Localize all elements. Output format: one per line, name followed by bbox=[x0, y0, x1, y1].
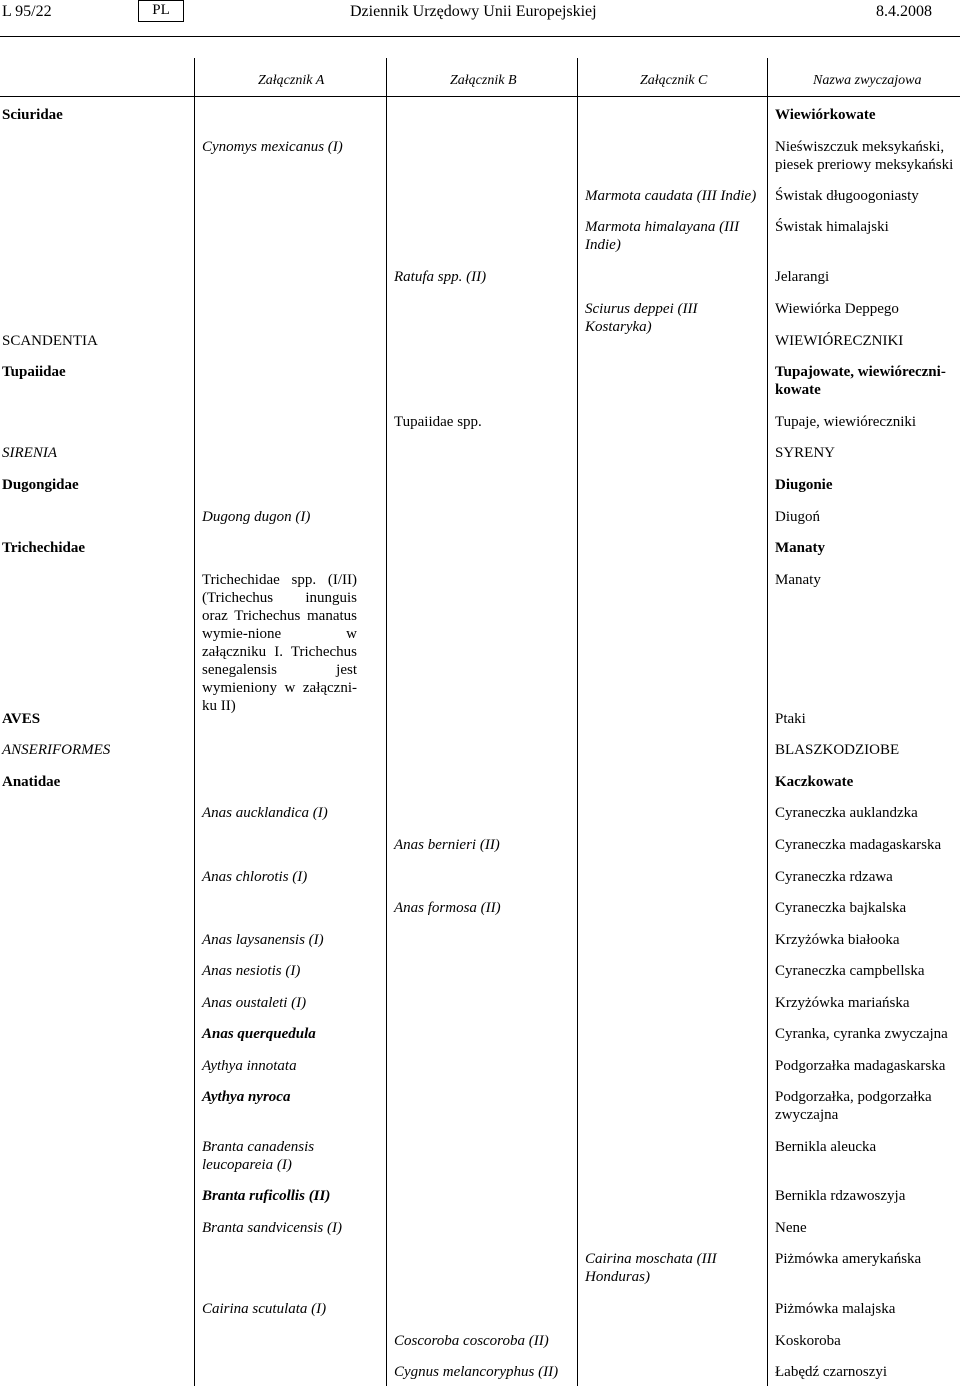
header-rule bbox=[0, 36, 960, 37]
common-name-cell: Manaty bbox=[775, 572, 821, 588]
common-name-cell: BLASZKODZIOBE bbox=[775, 742, 900, 758]
common-name-cell: Cyraneczka campbellska bbox=[775, 963, 925, 979]
annex-a-cell: Anas chlorotis (I) bbox=[202, 869, 308, 885]
common-name-cell: Diugoń bbox=[775, 509, 820, 525]
language-code-box: PL bbox=[138, 0, 184, 22]
annex-a-cell: Aythya innotata bbox=[202, 1058, 297, 1074]
annex-c-cell: Marmota caudata (III Indie) bbox=[585, 188, 757, 204]
taxon-cell: ANSERIFORMES bbox=[2, 742, 111, 758]
annex-a-cell: Anas laysanensis (I) bbox=[202, 932, 324, 948]
annex-a-cell: Cairina scutulata (I) bbox=[202, 1301, 327, 1317]
annex-c-cell: Marmota himalayana (III Indie) bbox=[585, 219, 740, 253]
common-name-cell: Łabędź czarnoszyi bbox=[775, 1364, 888, 1380]
annex-a-cell: Anas nesiotis (I) bbox=[202, 963, 301, 979]
column-divider-1 bbox=[194, 58, 195, 1386]
common-name-cell: Manaty bbox=[775, 540, 825, 556]
common-name-cell: Nene bbox=[775, 1220, 807, 1236]
taxon-cell: Sciuridae bbox=[2, 107, 63, 123]
annex-a-cell: Branta canadensis leucopareia (I) bbox=[202, 1139, 315, 1173]
common-name-cell: Cyraneczka auklandzka bbox=[775, 805, 918, 821]
annex-b-cell: Anas bernieri (II) bbox=[394, 837, 500, 853]
common-name-cell: Piżmówka amerykańska bbox=[775, 1251, 922, 1267]
common-name-cell: Cyraneczka rdzawa bbox=[775, 869, 893, 885]
journal-title: Dziennik Urzędowy Unii Europejskiej bbox=[350, 3, 597, 20]
taxon-cell: Tupaiidae bbox=[2, 364, 66, 380]
table-header-rule bbox=[0, 96, 960, 97]
common-name-cell: Cyranka, cyranka zwyczajna bbox=[775, 1026, 948, 1042]
common-name-cell: Świstak długoogoniasty bbox=[775, 188, 919, 204]
common-name-cell: Cyraneczka madagaskarska bbox=[775, 837, 942, 853]
annex-a-cell: Anas oustaleti (I) bbox=[202, 995, 307, 1011]
common-name-cell: Diugonie bbox=[775, 477, 833, 493]
annex-a-cell: Anas querquedula bbox=[202, 1026, 316, 1042]
common-name-cell: Cyraneczka bajkalska bbox=[775, 900, 907, 916]
annex-c-cell: Sciurus deppei (III Kostaryka) bbox=[585, 301, 698, 335]
common-name-cell: WIEWIÓRECZNIKI bbox=[775, 333, 904, 349]
annex-a-cell: Dugong dugon (I) bbox=[202, 509, 311, 525]
common-name-cell: Piżmówka malajska bbox=[775, 1301, 896, 1317]
column-divider-3 bbox=[577, 58, 578, 1386]
common-name-cell: Krzyżówka białooka bbox=[775, 932, 900, 948]
annex-a-cell: Trichechidae spp. (I/II) (Trichechus inunguis oraz Trichechus manatus wymie-nione w załączniku I. Trichechus senegalensis jest wymieniony w załączni-ku II) bbox=[202, 572, 357, 714]
taxon-cell: AVES bbox=[2, 711, 41, 727]
annex-b-cell: Tupaiidae spp. bbox=[394, 414, 482, 430]
common-name-cell: SYRENY bbox=[775, 445, 836, 461]
annex-c-cell: Cairina moschata (III Honduras) bbox=[585, 1251, 717, 1285]
common-name-cell: Ptaki bbox=[775, 711, 806, 727]
column-header-annex-b: Załącznik B bbox=[450, 73, 517, 88]
taxon-cell: SCANDENTIA bbox=[2, 333, 98, 349]
column-header-annex-c: Załącznik C bbox=[640, 73, 708, 88]
taxon-cell: SIRENIA bbox=[2, 445, 57, 461]
annex-b-cell: Cygnus melancoryphus (II) bbox=[394, 1364, 559, 1380]
annex-a-cell: Anas aucklandica (I) bbox=[202, 805, 328, 821]
column-divider-4 bbox=[767, 58, 768, 1386]
common-name-cell: Wiewiórka Deppego bbox=[775, 301, 899, 317]
column-header-common-name: Nazwa zwyczajowa bbox=[813, 73, 922, 88]
common-name-cell: Świstak himalajski bbox=[775, 219, 889, 235]
annex-a-cell: Aythya nyroca bbox=[202, 1089, 291, 1105]
taxon-cell: Trichechidae bbox=[2, 540, 86, 556]
common-name-cell: Bernikla rdzawoszyja bbox=[775, 1188, 906, 1204]
annex-b-cell: Ratufa spp. (II) bbox=[394, 269, 487, 285]
common-name-cell: Tupajowate, wiewióreczni-kowate bbox=[775, 364, 946, 398]
page-header bbox=[0, 0, 960, 28]
taxon-cell: Anatidae bbox=[2, 774, 61, 790]
taxon-cell: Dugongidae bbox=[2, 477, 79, 493]
common-name-cell: Kaczkowate bbox=[775, 774, 854, 790]
publication-date: 8.4.2008 bbox=[876, 3, 932, 20]
column-header-annex-a: Załącznik A bbox=[258, 73, 325, 88]
page-reference: L 95/22 bbox=[2, 3, 52, 20]
annex-a-cell: Cynomys mexicanus (I) bbox=[202, 139, 343, 155]
common-name-cell: Nieświszczuk meksykański, piesek preriowy meksykański bbox=[775, 139, 954, 173]
common-name-cell: Wiewiórkowate bbox=[775, 107, 876, 123]
column-divider-2 bbox=[386, 58, 387, 1386]
common-name-cell: Podgorzałka, podgorzałka zwyczajna bbox=[775, 1089, 932, 1123]
annex-a-cell: Branta ruficollis (II) bbox=[202, 1188, 331, 1204]
common-name-cell: Jelarangi bbox=[775, 269, 830, 285]
common-name-cell: Koskoroba bbox=[775, 1333, 841, 1349]
common-name-cell: Bernikla aleucka bbox=[775, 1139, 877, 1155]
annex-a-cell: Branta sandvicensis (I) bbox=[202, 1220, 342, 1236]
common-name-cell: Tupaje, wiewióreczniki bbox=[775, 414, 917, 430]
common-name-cell: Krzyżówka mariańska bbox=[775, 995, 910, 1011]
annex-b-cell: Coscoroba coscoroba (II) bbox=[394, 1333, 549, 1349]
annex-b-cell: Anas formosa (II) bbox=[394, 900, 501, 916]
common-name-cell: Podgorzałka madagaskarska bbox=[775, 1058, 946, 1074]
